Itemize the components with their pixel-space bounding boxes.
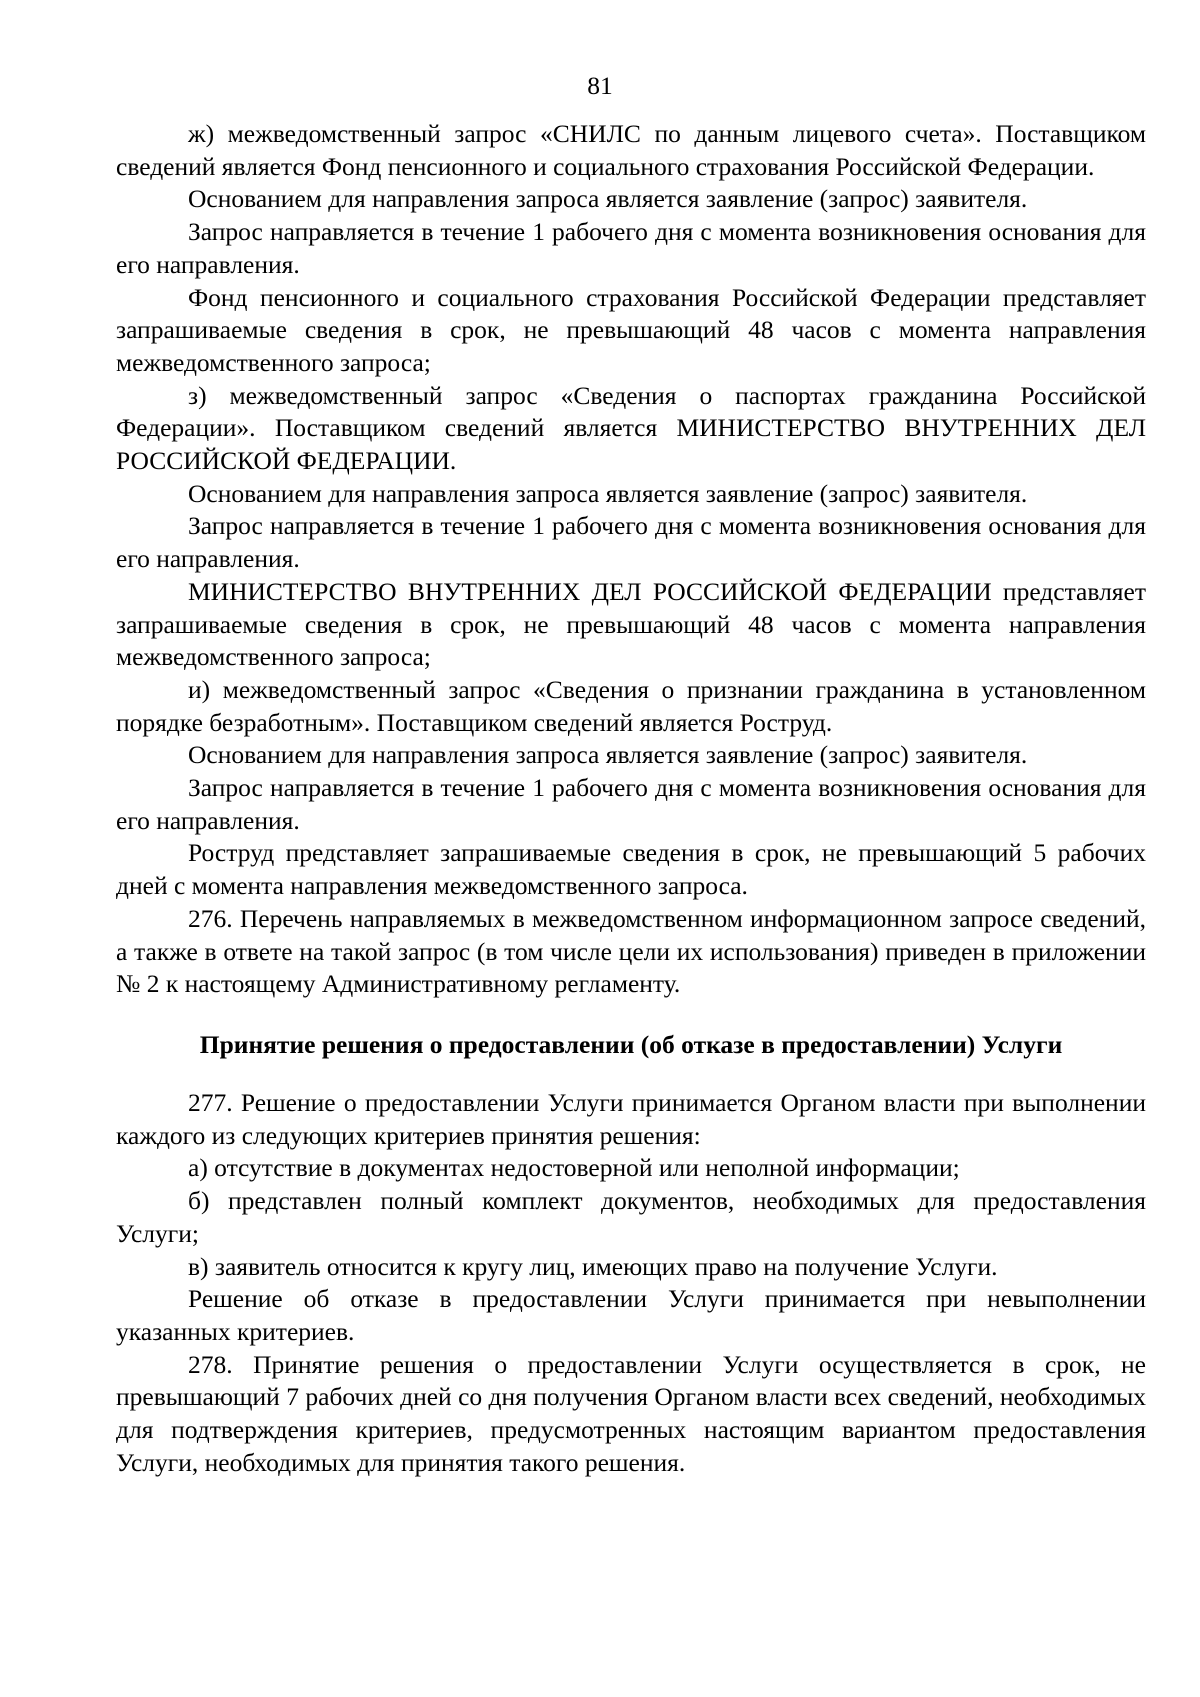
paragraph-criterion-b: б) представлен полный комплект документов, необходимых для предоставления Услуги;	[116, 1186, 1146, 1248]
paragraph-deadline: Запрос направляется в течение 1 рабочего дня с момента возникновения основания для его направления.	[116, 511, 1146, 574]
paragraph-criterion-a: а) отсутствие в документах недостоверной или неполной информации;	[188, 1153, 960, 1183]
page-content	[116, 118, 1146, 1479]
paragraph-276: 276. Перечень направляемых в межведомственном информационном запросе сведений, а также в ответе на такой запрос (в том числе цели их использования) приведен в приложении № 2 к настоящему Административному регламенту.	[116, 903, 1146, 999]
paragraph-basis: Основанием для направления запроса является заявление (запрос) заявителя.	[188, 478, 1028, 508]
paragraph-item-zh: ж) межведомственный запрос «СНИЛС по данным лицевого счета». Поставщиком сведений является Фонд пенсионного и социального страхования Российской Федерации.	[116, 119, 1146, 181]
paragraph-deadline: Запрос направляется в течение 1 рабочего дня с момента возникновения основания для его направления.	[116, 773, 1146, 835]
paragraph-provider-response: Фонд пенсионного и социального страхования Российской Федерации представляет запрашиваемые сведения в срок, не превышающий 48 часов с момента направления межведомственного запроса;	[116, 282, 1146, 377]
paragraph-provider-response: Роструд представляет запрашиваемые сведения в срок, не превышающий 5 рабочих дней с момента направления межведомственного запроса.	[116, 838, 1146, 901]
paragraph-basis: Основанием для направления запроса является заявление (запрос) заявителя.	[188, 740, 1028, 770]
paragraph-refusal: Решение об отказе в предоставлении Услуги принимается при невыполнении указанных критериев.	[116, 1284, 1146, 1346]
paragraph-278: 278. Принятие решения о предоставлении Услуги осуществляется в срок, не превышающий 7 рабочих дней со дня получения Органом власти всех сведений, необходимых для подтверждения критериев, предусмотренных настоящим вариантом предоставления Услуги, необходимых для принятия такого решения.	[116, 1349, 1146, 1477]
paragraph-criterion-v: в) заявитель относится к кругу лиц, имеющих право на получение Услуги.	[188, 1251, 998, 1281]
page-number: 81	[587, 71, 613, 100]
section-heading: Принятие решения о предоставлении (об отказе в предоставлении) Услуги	[199, 1029, 1063, 1059]
paragraph-277: 277. Решение о предоставлении Услуги принимается Органом власти при выполнении каждого из следующих критериев принятия решения:	[116, 1087, 1146, 1150]
paragraph-item-z: з) межведомственный запрос «Сведения о паспортах гражданина Российской Федерации». Поставщиком сведений является МИНИСТЕРСТВО ВНУТРЕННИХ ДЕЛ РОССИЙСКОЙ ФЕДЕРАЦИИ.	[116, 380, 1146, 476]
paragraph-item-i: и) межведомственный запрос «Сведения о признании гражданина в установленном порядке безработным». Поставщиком сведений является Роструд.	[116, 674, 1146, 737]
paragraph-provider-response: МИНИСТЕРСТВО ВНУТРЕННИХ ДЕЛ РОССИЙСКОЙ ФЕДЕРАЦИИ представляет запрашиваемые сведения в срок, не превышающий 48 часов с момента направления межведомственного запроса;	[116, 576, 1146, 672]
paragraph-deadline: Запрос направляется в течение 1 рабочего дня с момента возникновения основания для его направления.	[116, 217, 1146, 279]
paragraph-basis: Основанием для направления запроса является заявление (запрос) заявителя.	[188, 184, 1028, 214]
